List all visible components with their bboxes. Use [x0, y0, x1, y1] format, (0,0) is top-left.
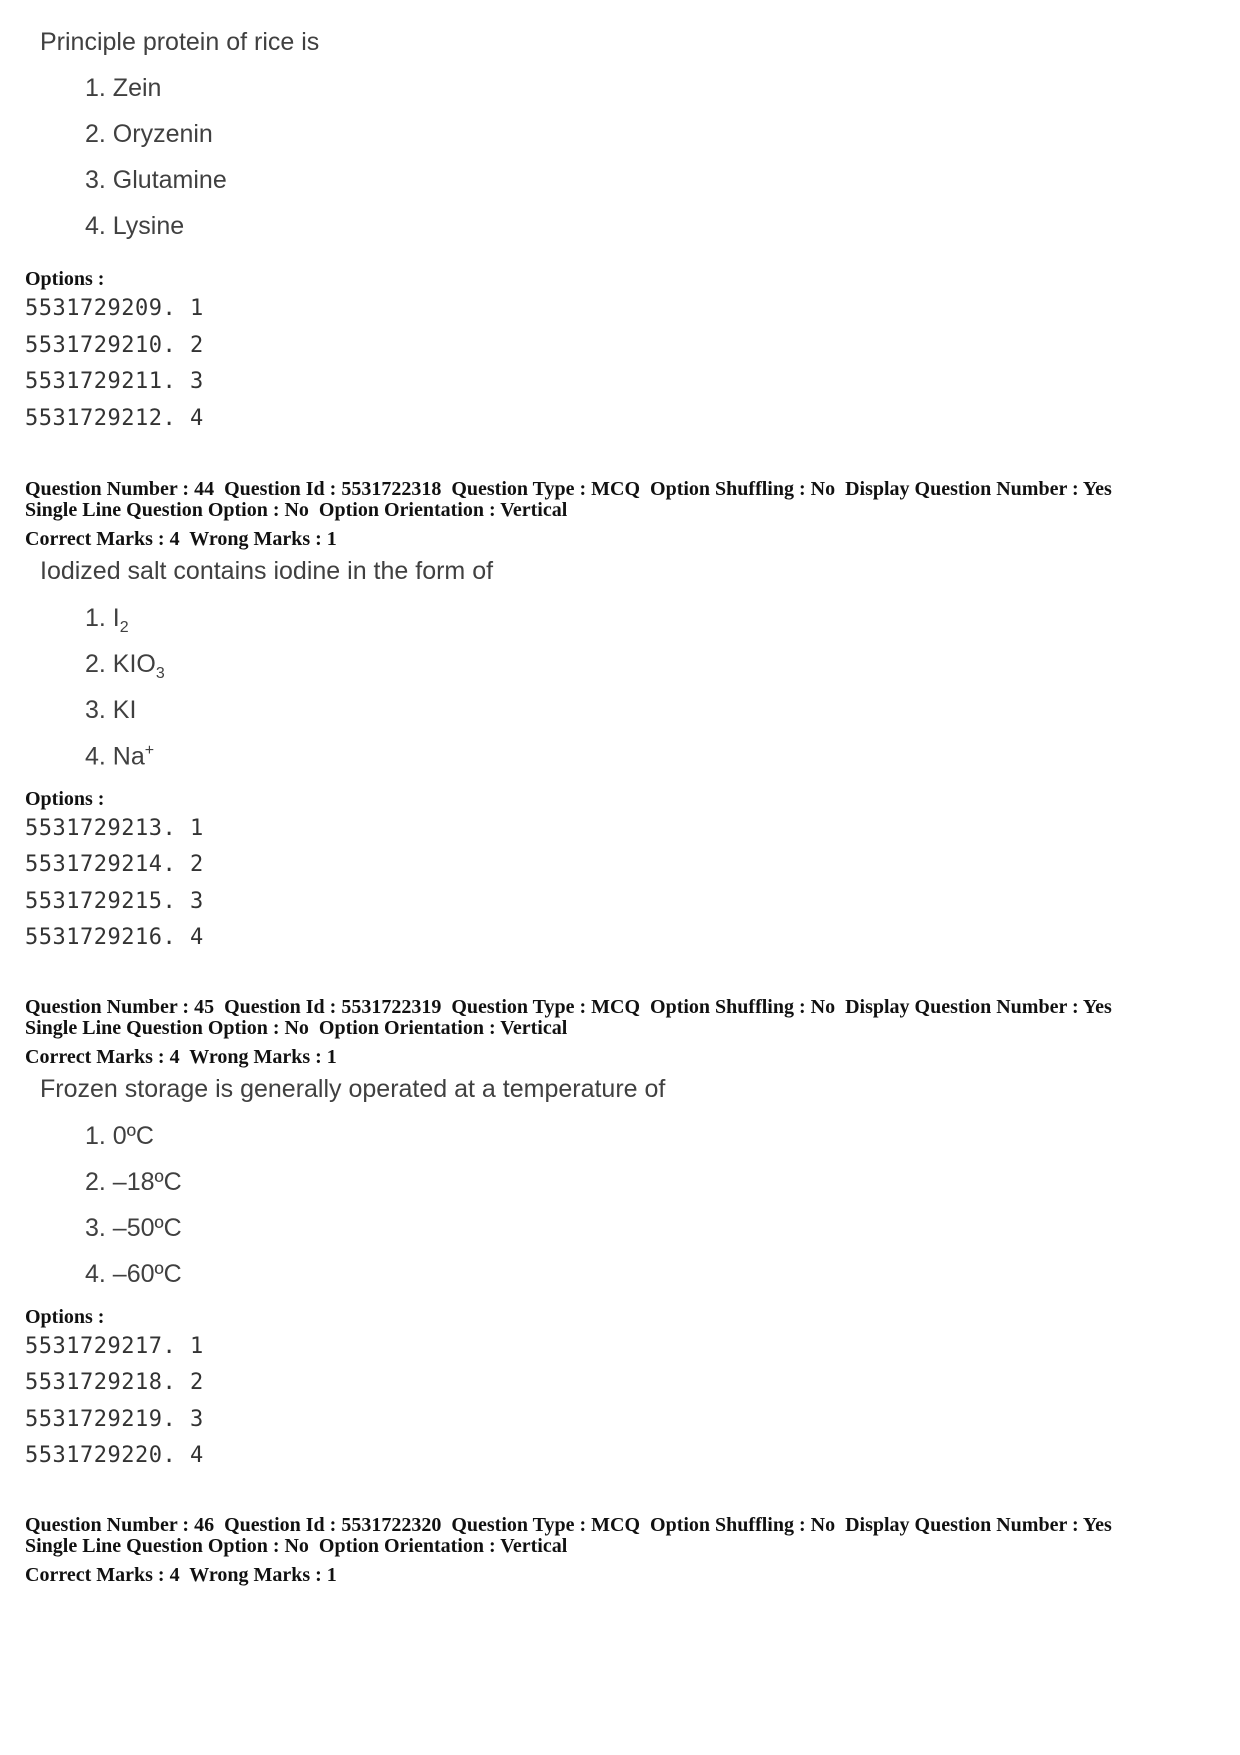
question-meta-line2: Single Line Question Option : No Option Orientation : Vertical [25, 1017, 568, 1039]
option-id-4: 5531729212. 4 [25, 406, 204, 431]
question-marks: Correct Marks : 4 Wrong Marks : 1 [25, 1046, 337, 1068]
question-text: Frozen storage is generally operated at a temperature of [40, 1075, 666, 1103]
choice-2-subscript: 3 [155, 665, 165, 682]
choice-4: 4. –60ºC [85, 1260, 182, 1288]
options-label: Options : [25, 1306, 105, 1328]
choice-3: 3. Glutamine [85, 166, 227, 194]
choice-2-text: 2. KIO [85, 650, 156, 678]
choice-1-subscript: 2 [119, 619, 129, 636]
options-label: Options : [25, 788, 105, 810]
choice-2: 2. Oryzenin [85, 120, 213, 148]
choice-1: 1. 0ºC [85, 1122, 154, 1150]
option-id-2: 5531729218. 2 [25, 1370, 204, 1395]
option-id-1: 5531729217. 1 [25, 1334, 204, 1359]
question-meta-line2: Single Line Question Option : No Option Orientation : Vertical [25, 499, 568, 521]
choice-2: 2. –18ºC [85, 1168, 182, 1196]
question-marks: Correct Marks : 4 Wrong Marks : 1 [25, 528, 337, 550]
choice-3: 3. –50ºC [85, 1214, 182, 1242]
choice-1: 1. Zein [85, 74, 162, 102]
choice-4-superscript: + [144, 742, 155, 759]
choice-4-text: 4. Na [85, 742, 145, 771]
question-meta-line1: Question Number : 44 Question Id : 5531722318 Question Type : MCQ Option Shuffling : No Display Question Number : Yes [25, 478, 1112, 500]
question-meta-line1: Question Number : 45 Question Id : 5531722319 Question Type : MCQ Option Shuffling : No Display Question Number : Yes [25, 996, 1112, 1018]
question-text: Principle protein of rice is [40, 28, 320, 56]
option-id-4: 5531729216. 4 [25, 925, 204, 950]
option-id-3: 5531729211. 3 [25, 369, 204, 394]
option-id-1: 5531729213. 1 [25, 816, 204, 841]
options-label: Options : [25, 268, 105, 290]
question-meta-line2: Single Line Question Option : No Option Orientation : Vertical [25, 1535, 568, 1557]
question-text: Iodized salt contains iodine in the form of [40, 557, 494, 585]
choice-4: 4. Lysine [85, 212, 185, 240]
option-id-3: 5531729219. 3 [25, 1407, 204, 1432]
choice-2 [85, 650, 165, 683]
choice-3: 3. KI [85, 696, 137, 724]
question-marks: Correct Marks : 4 Wrong Marks : 1 [25, 1564, 337, 1586]
option-id-3: 5531729215. 3 [25, 889, 204, 914]
option-id-2: 5531729214. 2 [25, 852, 204, 877]
choice-4 [85, 742, 154, 771]
question-meta-line1: Question Number : 46 Question Id : 5531722320 Question Type : MCQ Option Shuffling : No Display Question Number : Yes [25, 1514, 1112, 1536]
choice-1-text: 1. I [85, 604, 120, 632]
option-id-2: 5531729210. 2 [25, 333, 204, 358]
option-id-4: 5531729220. 4 [25, 1443, 204, 1468]
choice-1 [85, 604, 129, 637]
option-id-1: 5531729209. 1 [25, 296, 204, 321]
